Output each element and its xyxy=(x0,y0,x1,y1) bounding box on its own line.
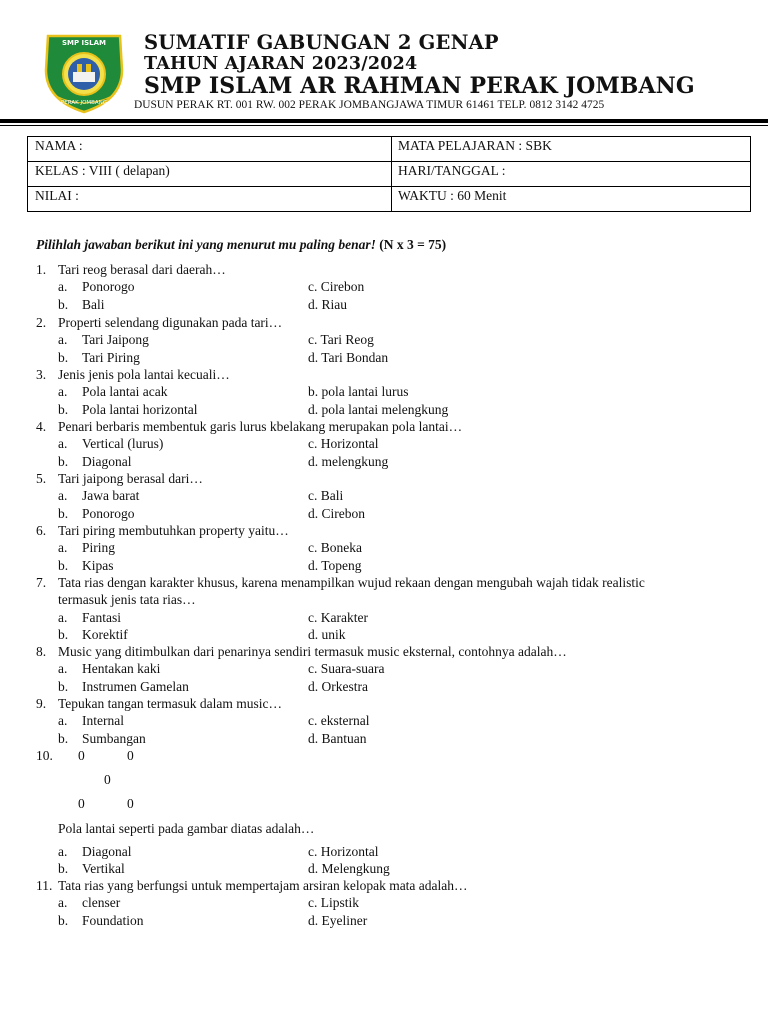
question-text: Music yang ditimbulkan dari penarinya sendiri termasuk music eksternal, contohnya adalah… xyxy=(58,644,567,659)
option-d: d. Bantuan xyxy=(308,730,367,746)
question-number: 11. xyxy=(36,878,53,893)
header-divider-thin xyxy=(0,125,768,126)
option-b xyxy=(58,627,128,643)
question-item xyxy=(36,748,58,764)
floor-pattern-mark: 0 xyxy=(127,796,134,811)
option-a xyxy=(58,610,121,626)
option-b xyxy=(58,350,140,366)
option-b xyxy=(58,913,144,929)
field-mata-pelajaran: MATA PELAJARAN : SBK xyxy=(398,138,552,153)
svg-text:PERAK JOMBANG: PERAK JOMBANG xyxy=(60,100,108,106)
option-d: d. Riau xyxy=(308,296,347,312)
option-c: c. Horizontal xyxy=(308,844,379,859)
option-c: c. Boneka xyxy=(308,540,362,556)
option-text: Korektif xyxy=(82,626,128,642)
option-c: b. pola lantai lurus xyxy=(308,384,409,400)
option-b xyxy=(58,402,197,418)
option-letter: a. xyxy=(58,332,68,348)
school-address: DUSUN PERAK RT. 001 RW. 002 PERAK JOMBANGJAWA TIMUR 61461 TELP. 0812 3142 4725 xyxy=(134,99,605,111)
option-text: Vertikal xyxy=(82,861,125,877)
svg-text:SMP ISLAM: SMP ISLAM xyxy=(61,39,107,47)
option-a xyxy=(58,540,115,556)
option-text: Internal xyxy=(82,713,124,729)
option-letter: a. xyxy=(58,436,68,452)
option-d: d. pola lantai melengkung xyxy=(308,401,449,417)
option-letter: b. xyxy=(58,296,69,312)
field-nilai: NILAI : xyxy=(35,188,79,203)
instruction xyxy=(36,237,446,253)
option-text: Vertical (lurus) xyxy=(82,436,164,452)
option-letter: a. xyxy=(58,609,68,625)
question-text: Tari reog berasal dari daerah… xyxy=(58,262,226,277)
question-item xyxy=(36,575,645,591)
option-letter: b. xyxy=(58,626,69,642)
option-letter: b. xyxy=(58,557,69,573)
option-text: Instrumen Gamelan xyxy=(82,678,189,694)
option-letter: a. xyxy=(58,279,68,295)
option-b xyxy=(58,558,114,574)
option-d: d. Topeng xyxy=(308,557,362,573)
option-letter: a. xyxy=(58,488,68,504)
letterhead xyxy=(0,0,768,125)
option-a xyxy=(58,713,124,729)
option-b xyxy=(58,731,146,747)
instruction-text: Pilihlah jawaban berikut ini yang menurut mu paling benar! xyxy=(36,237,376,252)
question-item xyxy=(36,523,289,539)
question-number: 1. xyxy=(36,262,47,277)
option-text: Kipas xyxy=(82,557,114,573)
option-text: Diagonal xyxy=(82,844,132,859)
question-text: Tari piring membutuhkan property yaitu… xyxy=(58,523,289,538)
option-c: c. Bali xyxy=(308,488,344,504)
option-text: Tari Piring xyxy=(82,349,140,365)
option-letter: b. xyxy=(58,505,69,521)
question-number: 10. xyxy=(36,748,53,763)
question-number: 7. xyxy=(36,575,47,590)
option-a xyxy=(58,488,139,504)
option-letter: b. xyxy=(58,912,69,928)
option-c: c. Horizontal xyxy=(308,436,379,452)
question-text: Properti selendang digunakan pada tari… xyxy=(58,315,283,330)
option-text: Pola lantai horizontal xyxy=(82,401,198,417)
option-letter: b. xyxy=(58,861,69,877)
option-letter: b. xyxy=(58,349,69,365)
option-d: d. Eyeliner xyxy=(308,912,368,928)
option-text: Jawa barat xyxy=(82,488,140,504)
question-number: 9. xyxy=(36,696,47,711)
option-letter: b. xyxy=(58,730,69,746)
option-text: Bali xyxy=(82,296,105,312)
question-number: 5. xyxy=(36,471,47,486)
option-d: d. Melengkung xyxy=(308,861,390,877)
option-letter: a. xyxy=(58,844,68,859)
option-b xyxy=(58,679,189,695)
option-text: Pola lantai acak xyxy=(82,384,168,400)
option-b xyxy=(58,506,135,522)
option-text: Ponorogo xyxy=(82,505,135,521)
option-letter: a. xyxy=(58,540,68,556)
exam-title: SUMATIF GABUNGAN 2 GENAP xyxy=(144,31,499,54)
option-text: Piring xyxy=(82,540,116,556)
question-text: Penari berbaris membentuk garis lurus kbelakang merupakan pola lantai… xyxy=(58,419,463,434)
option-b xyxy=(58,297,105,313)
option-letter: a. xyxy=(58,384,68,400)
option-text: Tari Jaipong xyxy=(82,332,149,348)
academic-year: TAHUN AJARAN 2023/2024 xyxy=(144,54,418,74)
option-a xyxy=(58,332,149,348)
question-number: 8. xyxy=(36,644,47,659)
question-text-continued: termasuk jenis tata rias… xyxy=(58,592,196,608)
option-text: Fantasi xyxy=(82,609,121,625)
question-number: 6. xyxy=(36,523,47,538)
option-a xyxy=(58,844,132,860)
question-text: Pola lantai seperti pada gambar diatas adalah… xyxy=(58,821,315,836)
question-item xyxy=(36,367,230,383)
table-divider xyxy=(28,186,750,187)
option-text: Diagonal xyxy=(82,453,132,469)
question-number: 4. xyxy=(36,419,47,434)
question-item xyxy=(36,696,282,712)
option-c: c. eksternal xyxy=(308,713,370,729)
option-text: Hentakan kaki xyxy=(82,661,161,677)
option-letter: a. xyxy=(58,713,68,729)
header-divider-thick xyxy=(0,119,768,123)
question-text: Tata rias yang berfungsi untuk mempertajam arsiran kelopak mata adalah… xyxy=(58,878,468,893)
option-text: Foundation xyxy=(82,912,144,928)
school-logo xyxy=(42,30,126,114)
option-b xyxy=(58,861,125,877)
floor-pattern-mark: 0 xyxy=(104,772,111,787)
question-number: 2. xyxy=(36,315,47,330)
field-kelas: KELAS : VIII ( delapan) xyxy=(35,163,170,178)
field-hari-tanggal: HARI/TANGGAL : xyxy=(398,163,506,178)
floor-pattern-mark: 0 xyxy=(78,796,85,811)
option-letter: a. xyxy=(58,661,68,677)
option-letter: b. xyxy=(58,401,69,417)
floor-pattern-mark: 0 xyxy=(127,748,134,763)
option-letter: b. xyxy=(58,453,69,469)
option-c: c. Cirebon xyxy=(308,279,365,295)
option-b xyxy=(58,454,132,470)
question-item xyxy=(36,315,283,331)
question-text: Tari jaipong berasal dari… xyxy=(58,471,203,486)
option-text: Sumbangan xyxy=(82,730,146,746)
student-info-table xyxy=(27,136,751,212)
option-letter: a. xyxy=(58,895,68,911)
option-c: c. Tari Reog xyxy=(308,332,374,348)
option-c: c. Karakter xyxy=(308,609,368,625)
question-item xyxy=(36,262,226,278)
option-d: d. melengkung xyxy=(308,453,389,469)
floor-pattern-mark: 0 xyxy=(78,748,85,763)
score-formula: (N x 3 = 75) xyxy=(379,237,447,252)
question-item xyxy=(36,471,203,487)
option-d: d. unik xyxy=(308,626,346,642)
option-a xyxy=(58,436,163,452)
question-text: Tepukan tangan termasuk dalam music… xyxy=(58,696,282,711)
option-c: c. Suara-suara xyxy=(308,661,385,677)
option-text: clenser xyxy=(82,895,121,911)
field-waktu: WAKTU : 60 Menit xyxy=(398,188,507,203)
question-item xyxy=(36,878,468,894)
school-name: SMP ISLAM AR RAHMAN PERAK JOMBANG xyxy=(144,73,695,99)
question-text: Jenis jenis pola lantai kecuali… xyxy=(58,367,230,382)
option-letter: b. xyxy=(58,678,69,694)
option-a xyxy=(58,661,160,677)
option-d: d. Cirebon xyxy=(308,505,365,521)
option-a xyxy=(58,279,135,295)
question-number: 3. xyxy=(36,367,47,382)
question-text: Tata rias dengan karakter khusus, karena menampilkan wujud rekaan dengan mengubah wajah tidak realistic xyxy=(58,575,645,590)
option-a xyxy=(58,384,167,400)
question-item xyxy=(36,644,567,660)
option-text: Ponorogo xyxy=(82,279,135,295)
option-d: d. Tari Bondan xyxy=(308,349,389,365)
question-item xyxy=(36,419,463,435)
option-d: d. Orkestra xyxy=(308,678,368,694)
option-c: c. Lipstik xyxy=(308,895,359,911)
option-a xyxy=(58,895,120,911)
field-nama: NAMA : xyxy=(35,138,83,153)
